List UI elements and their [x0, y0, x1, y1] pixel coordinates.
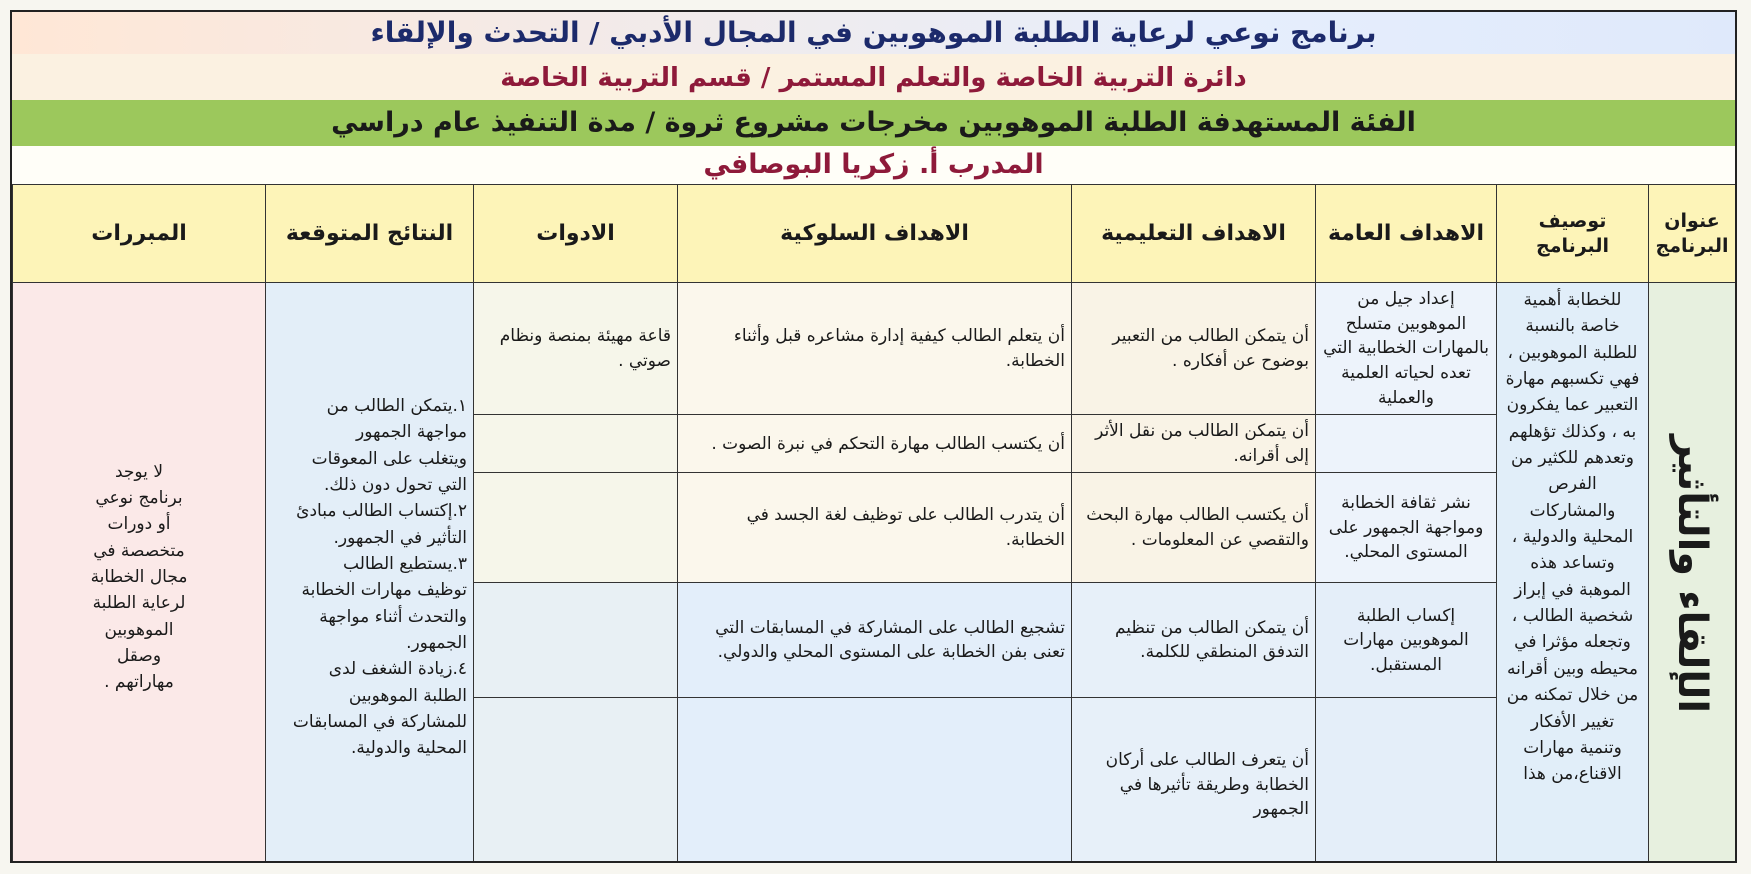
justifications-text	[19, 459, 259, 696]
outcomes-cell	[266, 283, 474, 864]
tools-cell	[474, 583, 678, 698]
description-line: به ، وكذلك تؤهلهم	[1508, 421, 1637, 442]
behavioral-goal-cell: أن يتعلم الطالب كيفية إدارة مشاعره قبل وأثناء الخطابة.	[678, 283, 1072, 415]
description-line: وتنمية مهارات	[1523, 737, 1622, 758]
educational-goal-cell: أن يتمكن الطالب من التعبير بوضوح عن أفكاره .	[1072, 283, 1316, 415]
outcome-line: ١.يتمكن الطالب من	[326, 395, 467, 416]
general-goal-cell	[1316, 415, 1497, 473]
outcome-line: الجمهور.	[406, 632, 467, 653]
outcome-line: مواجهة الجمهور	[355, 422, 467, 443]
tools-cell: قاعة مهيئة بمنصة ونظام صوتي .	[474, 283, 678, 415]
behavioral-goal-cell: تشجيع الطالب على المشاركة في المسابقات التي تعنى بفن الخطابة على المستوى المحلي والدولي.	[678, 583, 1072, 698]
outcome-line: ٢.إكتساب الطالب مبادئ	[296, 501, 467, 522]
educational-goal-cell: أن يكتسب الطالب مهارة البحث والتقصي عن المعلومات .	[1072, 473, 1316, 583]
description-line: الفرص	[1548, 474, 1597, 495]
description-line: شخصية الطالب ،	[1511, 606, 1634, 627]
description-line: للخطابة أهمية	[1523, 290, 1622, 310]
justification-line: لرعاية الطلبة	[92, 593, 186, 614]
header-row	[13, 185, 1736, 283]
description-line: وتعدهم للكثير من	[1510, 448, 1635, 469]
educational-goal-cell: أن يتمكن الطالب من نقل الأثر إلى أقرانه.	[1072, 415, 1316, 473]
col-header-title	[1649, 185, 1736, 283]
justification-line: مهاراتهم .	[104, 672, 174, 693]
col-header-title-line: البرنامج	[1655, 234, 1729, 257]
document-frame	[10, 10, 1737, 863]
outcome-line: التي تحول دون ذلك.	[324, 474, 467, 495]
description-line: من خلال تمكنه من	[1506, 685, 1639, 706]
justifications-cell	[13, 283, 266, 864]
program-title-header: برنامج نوعي لرعاية الطلبة الموهوبين في المجال الأدبي / التحدث والإلقاء	[12, 12, 1735, 54]
outcome-line: للمشاركة في المسابقات	[292, 711, 467, 732]
description-line: المحلية والدولية ،	[1511, 527, 1634, 548]
tools-cell	[474, 698, 678, 863]
description-line: للطلبة الموهوبين ،	[1507, 342, 1638, 363]
general-goal-cell	[1316, 698, 1497, 863]
col-header-justifications: المبررات	[13, 185, 266, 283]
col-header-description: توصيف البرنامج	[1497, 185, 1649, 283]
col-header-general-goals: الاهداف العامة	[1316, 185, 1497, 283]
description-line: فهي تكسبهم مهارة	[1505, 369, 1640, 390]
tools-cell	[474, 415, 678, 473]
behavioral-goal-cell: أن يتدرب الطالب على توظيف لغة الجسد في الخطابة.	[678, 473, 1072, 583]
target-group-header: الفئة المستهدفة الطلبة الموهوبين مخرجات مشروع ثروة / مدة التنفيذ عام دراسي	[12, 100, 1735, 146]
description-line: خاصة بالنسبة	[1525, 316, 1620, 337]
department-header: دائرة التربية الخاصة والتعلم المستمر / قسم التربية الخاصة	[12, 54, 1735, 102]
justification-line: الموهوبين	[104, 619, 174, 640]
justification-line: برنامج نوعي	[95, 488, 183, 509]
behavioral-goal-cell: أن يكتسب الطالب مهارة التحكم في نبرة الصوت .	[678, 415, 1072, 473]
general-goal-cell: إعداد جيل من الموهوبين متسلح بالمهارات الخطابية التي تعده لحياته العلمية والعملية	[1316, 283, 1497, 415]
description-line: وتجعله مؤثرا في	[1514, 632, 1631, 653]
behavioral-goal-cell	[678, 698, 1072, 863]
description-cell	[1497, 283, 1649, 864]
justification-line: وصقل	[116, 646, 162, 667]
table-row	[13, 283, 1736, 415]
general-goal-cell: إكساب الطلبة الموهوبين مهارات المستقبل.	[1316, 583, 1497, 698]
justification-line: لا يوجد	[114, 461, 164, 482]
program-table	[12, 184, 1736, 863]
col-header-educational-goals: الاهداف التعليمية	[1072, 185, 1316, 283]
description-line: الاقناع،من هذا	[1523, 764, 1622, 785]
outcome-line: والتحدث أثناء مواجهة	[319, 606, 467, 627]
description-line: التعبير عما يفكرون	[1506, 395, 1639, 416]
description-line: محيطه وبين أقرانه	[1507, 658, 1638, 679]
description-text	[1503, 287, 1642, 788]
program-title-cell	[1649, 283, 1736, 864]
col-header-title-line: عنوان	[1664, 209, 1720, 232]
outcome-line: ٣.يستطيع الطالب	[343, 553, 467, 574]
outcome-line: ويتغلب على المعوقات	[311, 448, 467, 469]
outcome-line: الطلبة الموهوبين	[348, 685, 467, 706]
general-goal-cell: نشر ثقافة الخطابة ومواجهة الجمهور على المستوى المحلي.	[1316, 473, 1497, 583]
col-header-tools: الادوات	[474, 185, 678, 283]
outcome-line: المحلية والدولية.	[350, 738, 467, 759]
justification-line: أو دورات	[107, 514, 171, 535]
outcome-line: ٤.زيادة الشغف لدى	[328, 659, 467, 680]
program-title-text: الإلقاء والتأثير	[1669, 435, 1715, 714]
description-line: الموهبة في إبراز	[1514, 579, 1631, 600]
description-line: وتساعد هذه	[1530, 553, 1615, 574]
col-header-behavioral-goals: الاهداف السلوكية	[678, 185, 1072, 283]
justification-line: مجال الخطابة	[90, 567, 188, 588]
educational-goal-cell: أن يتمكن الطالب من تنظيم التدفق المنطقي للكلمة.	[1072, 583, 1316, 698]
description-line: والمشاركات	[1529, 500, 1616, 521]
justification-line: متخصصة في	[93, 540, 185, 561]
trainer-header: المدرب أ. زكريا البوصافي	[12, 146, 1735, 184]
outcome-line: التأثير في الجمهور.	[333, 527, 467, 548]
description-line: تغيير الأفكار	[1530, 711, 1615, 732]
outcome-line: توظيف مهارات الخطابة	[301, 580, 467, 601]
educational-goal-cell: أن يتعرف الطالب على أركان الخطابة وطريقة تأثيرها في الجمهور	[1072, 698, 1316, 863]
tools-cell	[474, 473, 678, 583]
outcomes-text	[272, 393, 467, 762]
col-header-outcomes: النتائج المتوقعة	[266, 185, 474, 283]
